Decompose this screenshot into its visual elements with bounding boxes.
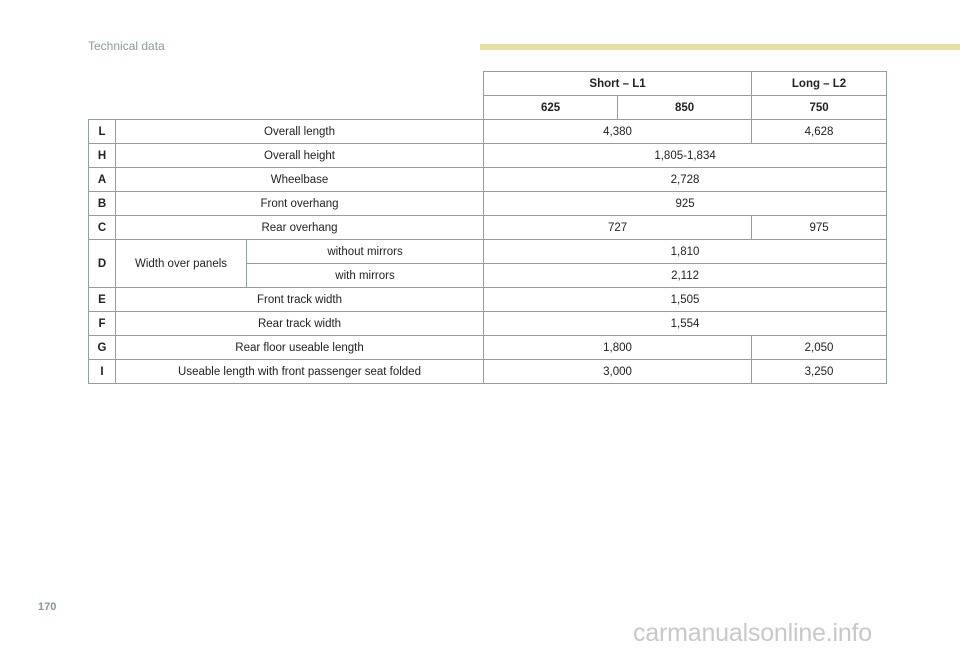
header-spacer (89, 72, 484, 96)
table-row (89, 312, 887, 336)
row-code: C (89, 216, 116, 240)
header-spacer (89, 96, 484, 120)
row-label: Overall height (116, 144, 484, 168)
row-label: Overall length (116, 120, 484, 144)
section-title-bar (480, 44, 960, 50)
row-label: Width over panels (116, 240, 247, 288)
value-all: 925 (484, 192, 887, 216)
column-group-long: Long – L2 (752, 72, 887, 96)
row-sublabel: without mirrors (247, 240, 484, 264)
row-code: F (89, 312, 116, 336)
value-all: 1,554 (484, 312, 887, 336)
watermark: carmanualsonline.info (633, 619, 873, 647)
table-row (89, 336, 887, 360)
row-code: G (89, 336, 116, 360)
value-short: 3,000 (484, 360, 752, 384)
section-title: Technical data (88, 39, 165, 53)
table-header-row-versions (89, 96, 887, 120)
row-label: Rear track width (116, 312, 484, 336)
column-version-850: 850 (618, 96, 752, 120)
row-code: B (89, 192, 116, 216)
row-label: Rear floor useable length (116, 336, 484, 360)
table-row (89, 288, 887, 312)
table-row (89, 360, 887, 384)
table-row (89, 240, 887, 264)
row-sublabel: with mirrors (247, 264, 484, 288)
row-label: Front overhang (116, 192, 484, 216)
row-label: Wheelbase (116, 168, 484, 192)
table-row (89, 168, 887, 192)
table-row (89, 192, 887, 216)
table-header-row-groups (89, 72, 887, 96)
value-all: 2,728 (484, 168, 887, 192)
value-all: 1,805-1,834 (484, 144, 887, 168)
value-short: 727 (484, 216, 752, 240)
value-short: 1,800 (484, 336, 752, 360)
column-version-750: 750 (752, 96, 887, 120)
dimensions-table (88, 71, 887, 384)
value-long: 4,628 (752, 120, 887, 144)
page-number: 170 (38, 601, 57, 613)
value-short: 4,380 (484, 120, 752, 144)
row-label: Rear overhang (116, 216, 484, 240)
row-code: E (89, 288, 116, 312)
value-long: 975 (752, 216, 887, 240)
table-row (89, 144, 887, 168)
value-all: 1,505 (484, 288, 887, 312)
row-code: I (89, 360, 116, 384)
row-code: L (89, 120, 116, 144)
column-group-short: Short – L1 (484, 72, 752, 96)
row-label: Front track width (116, 288, 484, 312)
table-row (89, 216, 887, 240)
row-code: H (89, 144, 116, 168)
row-code: A (89, 168, 116, 192)
value-all: 2,112 (484, 264, 887, 288)
value-long: 2,050 (752, 336, 887, 360)
value-all: 1,810 (484, 240, 887, 264)
value-long: 3,250 (752, 360, 887, 384)
column-version-625: 625 (484, 96, 618, 120)
table-row (89, 120, 887, 144)
row-label: Useable length with front passenger seat folded (116, 360, 484, 384)
row-code: D (89, 240, 116, 288)
